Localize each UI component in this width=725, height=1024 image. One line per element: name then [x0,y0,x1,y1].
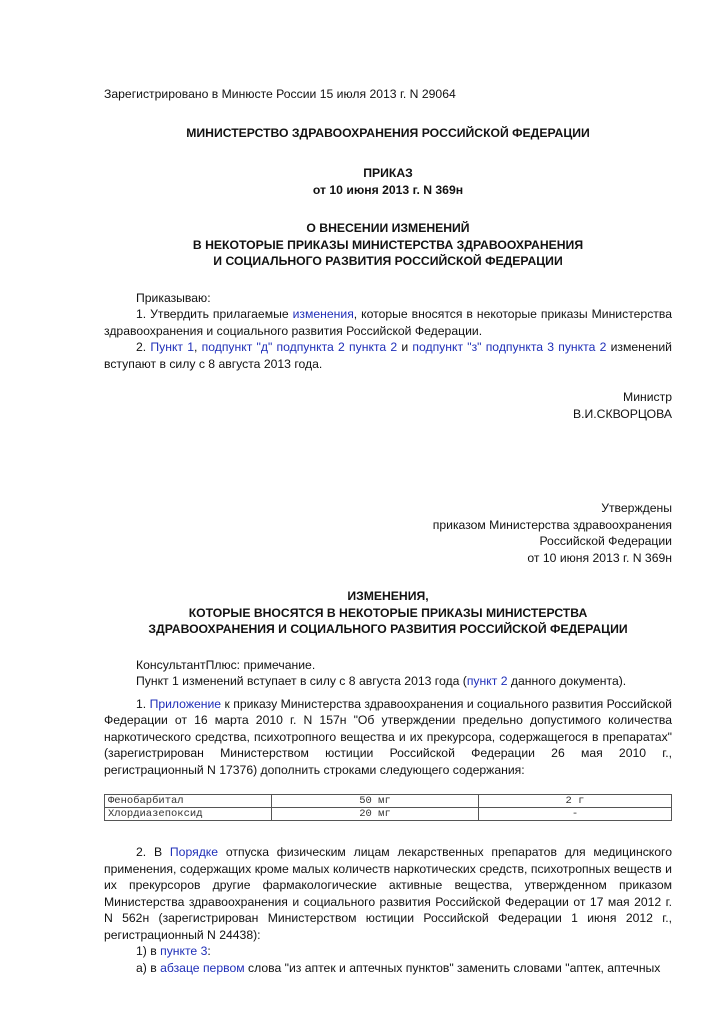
signature-position: Министр [623,390,672,404]
changes-title-line: ИЗМЕНЕНИЯ, [347,589,429,603]
table-row [105,808,672,821]
point-3-link[interactable]: пункте 3 [160,944,208,958]
table-cell: 2 г [479,795,672,808]
table-row [105,795,672,808]
approval-line: Утверждены [601,501,672,515]
signature-name: В.И.СКВОРЦОВА [573,406,672,421]
point-1-link[interactable]: Пункт 1 [150,340,194,354]
table-cell: - [479,808,672,821]
document-page [104,86,672,976]
subitem-a: а) в абзаце первом слова "из аптек и аптечных пунктов" заменить словами "аптек, аптечных [136,960,661,975]
changes-title-line: КОТОРЫЕ ВНОСЯТСЯ В НЕКОТОРЫЕ ПРИКАЗЫ МИНИСТЕРСТВА [188,605,588,620]
approval-line: от 10 июня 2013 г. N 369н [527,550,672,565]
appendix-link[interactable]: Приложение [149,696,222,711]
table-cell: 50 мг [272,795,479,808]
order-paragraph-1: 1. Утвердить прилагаемые изменения, которые вносятся в некоторые приказы Министерства здравоохранения и социального развития Российской Федерации. [104,307,672,338]
title-line: В НЕКОТОРЫЕ ПРИКАЗЫ МИНИСТЕРСТВА ЗДРАВООХРАНЕНИЯ [192,237,584,252]
table-cell: Фенобарбитал [105,795,272,808]
table-cell: 20 мг [272,808,479,821]
order-paragraph-2: 2. Пункт 1, подпункт "д" подпункта 2 пункта 2 и подпункт "з" подпункта 3 пункта 2 изменений вступают в силу с 8 августа 2013 года. [104,340,672,371]
subpoint-z-link[interactable]: подпункт "з" подпункта 3 пункта 2 [412,340,607,354]
table-cell: Хлордиазепоксид [105,808,272,821]
approval-line: Российской Федерации [539,534,672,548]
order-date: от 10 июня 2013 г. N 369н [312,182,464,197]
ministry-heading: МИНИСТЕРСТВО ЗДРАВООХРАНЕНИЯ РОССИЙСКОЙ ФЕДЕРАЦИИ [186,125,590,140]
title-line: И СОЦИАЛЬНОГО РАЗВИТИЯ РОССИЙСКОЙ ФЕДЕРАЦИИ [213,254,563,268]
changes-title-line: ЗДРАВООХРАНЕНИЯ И СОЦИАЛЬНОГО РАЗВИТИЯ РОССИЙСКОЙ ФЕДЕРАЦИИ [148,622,628,636]
consultant-note-title: КонсультантПлюс: примечание. [136,657,316,672]
first-paragraph-link[interactable]: абзаце первом [160,960,245,975]
item-2-paragraph: 2. В Порядке отпуска физическим лицам лекарственных препаратов для медицинского применения, содержащих кроме малых количеств наркотических средств, психотропных веществ и их прекурсоров другие фармакологические активные вещества, утвержденном приказом Министерства здравоохранения и социального развития Российской Федерации от 17 мая 2012 г. N 562н (зарегистрирован Министерством юстиции Российской Федерации 1 июня 2012 г., регистрационный N 24438): [104,845,672,942]
registration-line: Зарегистрировано в Минюсте России 15 июля 2013 г. N 29064 [104,87,456,101]
order-label: ПРИКАЗ [363,166,413,180]
order-heading [104,165,672,198]
substances-table [104,794,672,821]
subpoint-d-link[interactable]: подпункт "д" подпункта 2 пункта 2 [201,340,398,354]
item-1-paragraph: 1. Приложение к приказу Министерства здравоохранения и социального развития Российской Федерации от 16 марта 2010 г. N 157н "Об утверждении предельно допустимого количества наркотического средства, психотропного вещества и их прекурсора, содержащегося в препаратах" (зарегистрирован Министерством юстиции Российской Федерации 26 мая 2010 г., регистрационный N 17376) дополнить строками следующего содержания: [104,696,672,777]
changes-link[interactable]: изменения [292,307,354,321]
title-line: О ВНЕСЕНИИ ИЗМЕНЕНИЙ [306,221,470,235]
subitem-1: 1) в пункте 3: [136,944,211,958]
signature-block [104,389,672,422]
point-2-link[interactable]: пункт 2 [466,674,508,688]
approval-block [104,500,672,566]
approval-line: приказом Министерства здравоохранения [432,517,672,532]
changes-heading [104,588,672,638]
order-title [104,220,672,270]
procedure-link[interactable]: Порядке [169,845,219,859]
order-intro: Приказываю: [136,290,211,305]
consultant-note-text: Пункт 1 изменений вступает в силу с 8 августа 2013 года (пункт 2 данного документа). [136,674,627,688]
